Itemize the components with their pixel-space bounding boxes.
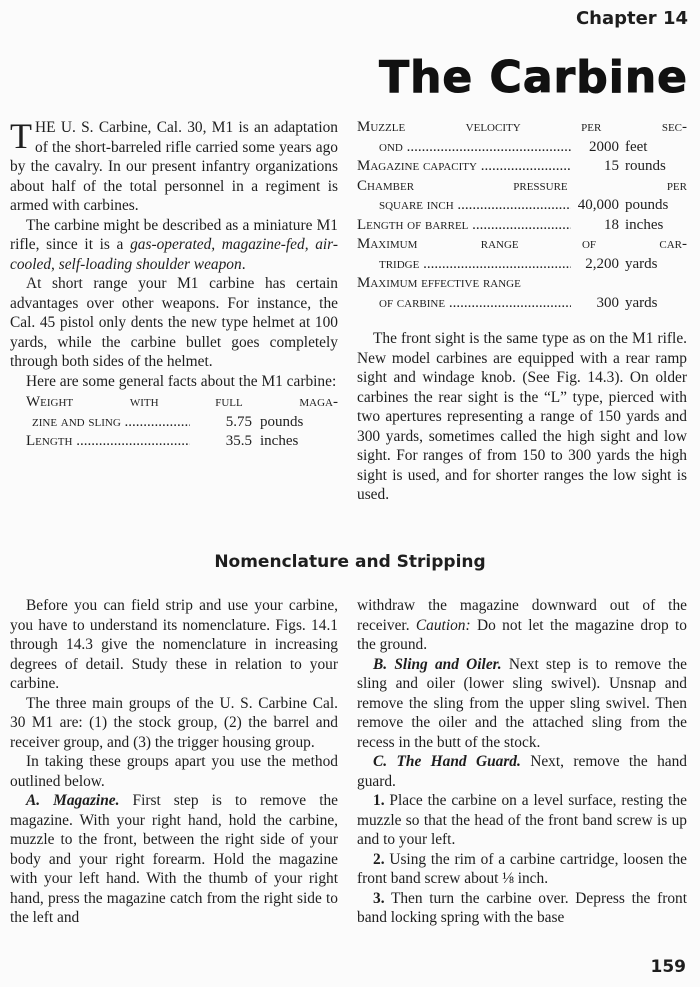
step-1-paragraph (357, 791, 687, 850)
chamber-pressure-value: 40,000 (577, 197, 619, 213)
step-2-paragraph (357, 850, 687, 889)
intro-paragraph-2 (10, 216, 338, 275)
specs-table (357, 118, 687, 313)
length-unit: inches (260, 433, 299, 449)
max-effective-range-label-line1: Maximum effective range (357, 275, 521, 291)
specs-column-right (357, 118, 687, 505)
muzzle-velocity-row (357, 138, 687, 158)
chamber-pressure-unit: pounds (625, 197, 669, 213)
magazine-step-text: First step is to remove the magazine. With your right hand, hold the carbine, muzzle to the front, between the right side of your body and your right forearm. Hold the magazine with your left hand. With the thumb of your right hand, press the magazine catch from the right side to the left and (10, 792, 338, 926)
intro-paragraph-4: Here are some general facts about the M1 carbine: (26, 372, 337, 390)
intro-paragraph-3: At short range your M1 carbine has certain advantages over other weapons. For instance, the Cal. 45 pistol only dents the new type helmet at 100 yards, while the carbine bullet goes completely through both sides of the helmet. (10, 275, 338, 370)
page-number: 159 (650, 957, 686, 977)
stripping-column-left (10, 596, 338, 928)
sight-paragraph: The front sight is the same type as on the M1 rifle. New model carbines are equipped with a rear ramp sight and windage knob. (See Fig. 14.3). On older carbines the rear sight is the “L” type, pierced with two apertures representing a range of 150 yards and 300 yards, sometimes called the high sight and low sight. For ranges of from 150 to 300 yards the high sight is used, and for shorter ranges the low sight is used. (357, 330, 687, 503)
muzzle-velocity-label-line2: ond ..... (379, 138, 571, 158)
max-effective-range-label-line2: of carbine ..... (379, 294, 571, 314)
muzzle-velocity-value: 2000 (589, 138, 619, 155)
weight-unit: pounds (260, 413, 304, 430)
weight-label-line1: Weight with full maga- (26, 394, 338, 410)
intro-column-left (10, 118, 338, 452)
stripping-paragraph-2: The three main groups of the U. S. Carbine Cal. 30 M1 are: (1) the stock group, (2) the barrel and receiver group, and (3) the trigger housing group. (10, 694, 338, 751)
max-effective-range-value: 300 (596, 294, 619, 311)
chamber-pressure-label-line1: Chamber pressure per (357, 177, 687, 194)
chamber-pressure-label-line2: square inch ..... (379, 196, 571, 216)
magazine-capacity-row (357, 157, 687, 177)
magazine-capacity-value: 15 (604, 158, 619, 174)
chapter-title: The Carbine (379, 52, 688, 103)
step-3-text: Then turn the carbine over. Depress the front band locking spring with the base (357, 889, 687, 926)
step-3-number: 3. (373, 889, 385, 907)
barrel-length-row (357, 216, 687, 236)
step-2-number: 2. (373, 850, 385, 868)
hand-guard-heading: C. The Hand Guard. (373, 753, 521, 770)
general-facts-table (10, 393, 338, 452)
step-2-text: Using the rim of a carbine cartridge, loosen the front band screw about ⅛ inch. (357, 850, 687, 887)
chamber-pressure-row (357, 196, 687, 216)
drop-cap: T (10, 116, 32, 156)
length-value: 35.5 (225, 433, 252, 449)
sling-oiler-paragraph (357, 655, 687, 753)
barrel-length-label: Length of barrel ..... (357, 216, 571, 236)
weight-row (10, 413, 338, 433)
hand-guard-paragraph (357, 752, 687, 791)
stripping-paragraph-1: Before you can field strip and use your carbine, you have to understand its nomenclature. Figs. 14.1 through 14.3 give the nomenclature in increasing degrees of detail. Study these in relation to your carbine. (10, 597, 338, 692)
weight-label-line2: zine and sling ..... (32, 413, 190, 433)
stripping-paragraph-3: In taking these groups apart you use the method outlined below. (10, 753, 338, 790)
max-range-unit: yards (625, 255, 658, 272)
chapter-label: Chapter 14 (575, 8, 688, 29)
intro-paragraph-1 (10, 118, 338, 216)
intro-paragraph-1-text: HE U. S. Carbine, Cal. 30, M1 is an adaptation of the short-barreled rifle carried some years ago by the cavalry. In our present infantry organizations about half of the total personnel in a regiment is armed with carbines. (10, 119, 338, 214)
sling-oiler-heading: B. Sling and Oiler. (373, 655, 502, 673)
magazine-continued-text: withdraw the magazine downward out of the receiver. (357, 597, 687, 634)
step-1-text: Place the carbine on a level surface, resting the muzzle so that the head of the front band screw is up and to your left. (357, 792, 687, 848)
magazine-step-heading: A. Magazine. (26, 792, 120, 809)
max-range-value: 2,200 (585, 255, 619, 272)
length-label: Length ..... (26, 432, 190, 452)
p2-end: . (241, 255, 246, 273)
p2-start: The carbine might be described as a miniature M1 rifle, since it is a (10, 216, 338, 253)
caution-label: Caution: (415, 616, 471, 634)
magazine-step-paragraph (10, 791, 338, 928)
barrel-length-unit: inches (625, 216, 664, 233)
max-range-label-line1: Maximum range of car- (357, 236, 687, 252)
weight-value: 5.75 (225, 413, 252, 430)
section-heading: Nomenclature and Stripping (214, 552, 486, 572)
max-range-label-line2: tridge ..... (379, 255, 571, 275)
step-1-number: 1. (373, 792, 385, 809)
barrel-length-value: 18 (604, 216, 619, 233)
magazine-capacity-unit: rounds (625, 158, 666, 174)
sling-oiler-text: Next step is to remove the sling and oiler (lower sling swivel). Unsnap and remove the sling from the upper sling swivel. Then remove the oiler and the attached sling from the recess in the butt of the stock. (357, 655, 687, 751)
step-3-paragraph (357, 889, 687, 928)
hand-guard-text: Next, remove the hand guard. (357, 753, 687, 790)
caution-text: Do not let the magazine drop to the ground. (357, 616, 687, 653)
stripping-column-right (357, 596, 687, 928)
p2-italic: gas-operated, magazine-fed, air-cooled, self-loading shoulder weapon (10, 236, 338, 273)
muzzle-velocity-label-line1: Muzzle velocity per sec- (357, 119, 687, 135)
max-effective-range-row (357, 294, 687, 314)
length-row (10, 432, 338, 452)
magazine-continued-paragraph (357, 596, 687, 655)
muzzle-velocity-unit: feet (625, 138, 648, 155)
magazine-capacity-label: Magazine capacity ..... (357, 157, 571, 177)
max-effective-range-unit: yards (625, 294, 658, 311)
max-range-row (357, 255, 687, 275)
